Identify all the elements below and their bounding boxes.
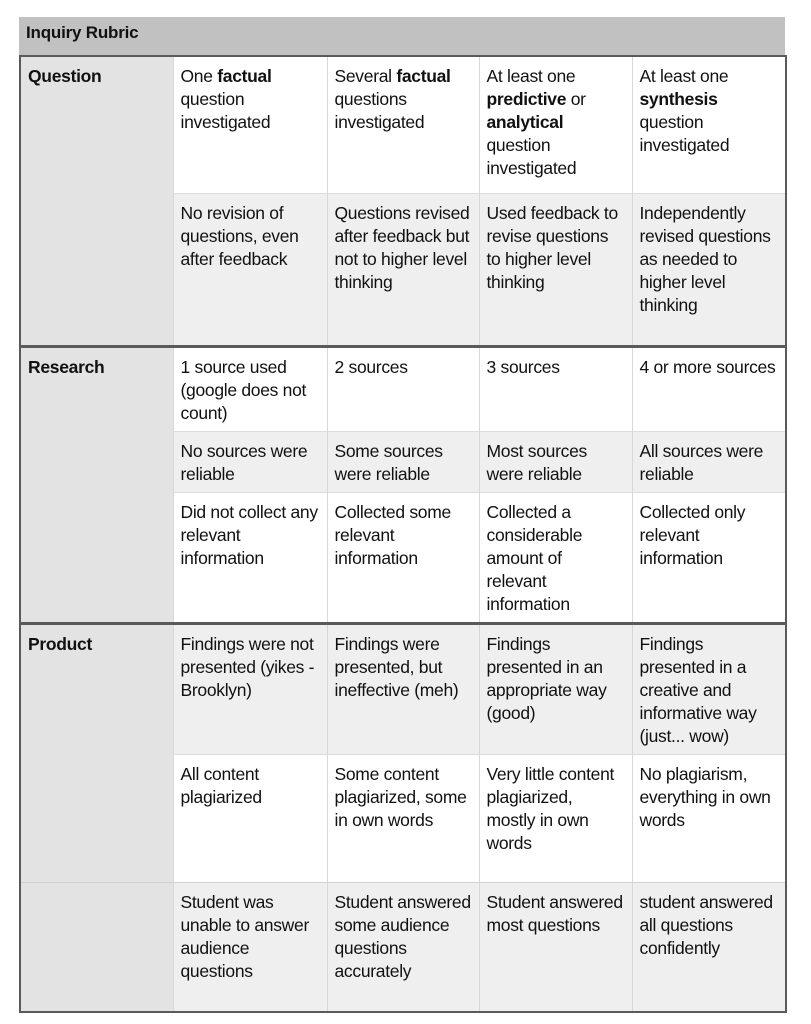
cell-text: At least one: [639, 66, 729, 86]
criterion-cell: [327, 56, 479, 193]
criterion-cell: [327, 882, 479, 1012]
cell-text: No plagiarism, everything in own words: [639, 763, 771, 830]
cell-text: Some content plagiarized, some in own words: [334, 763, 467, 830]
cell-text: All sources were reliable: [639, 440, 764, 484]
cell-text: Collected only relevant information: [639, 501, 746, 568]
criterion-cell: [632, 193, 786, 346]
criterion-cell: [173, 56, 327, 193]
rubric-table: [19, 55, 787, 1013]
criterion-cell: [479, 754, 632, 882]
cell-text: Independently revised questions as needed to higher level thinking: [639, 202, 771, 315]
criterion-label: Product: [20, 623, 173, 754]
criterion-cell: [173, 623, 327, 754]
criterion-cell: [632, 56, 786, 193]
rubric-title: Inquiry Rubric: [19, 17, 785, 55]
criterion-cell: [327, 754, 479, 882]
cell-text: Very little content plagiarized, mostly in own words: [486, 763, 615, 853]
cell-text: No revision of questions, even after feedback: [180, 202, 299, 269]
cell-text: Some sources were reliable: [334, 440, 443, 484]
cell-text: Did not collect any relevant information: [180, 501, 318, 568]
criterion-cell: [479, 882, 632, 1012]
inquiry-rubric: [19, 17, 785, 1013]
criterion-cell: [632, 431, 786, 492]
criterion-cell: [173, 492, 327, 623]
rubric-row: [20, 346, 786, 431]
criterion-cell: [173, 193, 327, 346]
criterion-cell: [327, 492, 479, 623]
criterion-cell: [479, 492, 632, 623]
criterion-label: [20, 882, 173, 1012]
criterion-cell: [479, 431, 632, 492]
rubric-row: [20, 492, 786, 623]
emphasis-text: factual: [396, 66, 451, 86]
cell-text: Findings presented in an appropriate way (good): [486, 633, 607, 723]
criterion-cell: [479, 56, 632, 193]
cell-text: question investigated: [180, 89, 271, 132]
rubric-row: [20, 882, 786, 1012]
cell-text: 3 sources: [486, 356, 560, 377]
cell-text: Student answered most questions: [486, 891, 623, 935]
criterion-label: Question: [20, 56, 173, 193]
cell-text: Findings were presented, but ineffective (meh): [334, 633, 459, 700]
emphasis-text: analytical: [486, 112, 564, 132]
cell-text: question investigated: [486, 135, 577, 178]
criterion-cell: [632, 754, 786, 882]
cell-text: 4 or more sources: [639, 356, 776, 377]
criterion-cell: [327, 346, 479, 431]
cell-text: All content plagiarized: [180, 763, 262, 807]
criterion-cell: [327, 623, 479, 754]
cell-text: Student was unable to answer audience questions: [180, 891, 309, 981]
cell-text: or: [566, 89, 586, 109]
criterion-cell: [479, 193, 632, 346]
cell-text: 1 source used (google does not count): [180, 356, 307, 423]
cell-text: question investigated: [639, 112, 730, 155]
cell-text: Used feedback to revise questions to higher level thinking: [486, 202, 618, 292]
cell-text: Several: [334, 66, 397, 86]
criterion-cell: [173, 346, 327, 431]
criterion-cell: [632, 492, 786, 623]
criterion-label: [20, 193, 173, 346]
rubric-row: [20, 193, 786, 346]
cell-text: Questions revised after feedback but not to higher level thinking: [334, 202, 470, 292]
emphasis-text: factual: [217, 66, 272, 86]
rubric-row: [20, 623, 786, 754]
cell-text: student answered all questions confidently: [639, 891, 773, 958]
criterion-cell: [632, 346, 786, 431]
criterion-cell: [479, 346, 632, 431]
criterion-label: [20, 754, 173, 882]
rubric-body: [20, 56, 786, 1012]
criterion-label: [20, 492, 173, 623]
cell-text: Collected a considerable amount of relevant information: [486, 501, 583, 614]
cell-text: Findings presented in a creative and informative way (just... wow): [639, 633, 757, 746]
rubric-row: [20, 754, 786, 882]
criterion-label: [20, 431, 173, 492]
emphasis-text: synthesis: [639, 89, 718, 109]
criterion-cell: [632, 882, 786, 1012]
criterion-cell: [173, 754, 327, 882]
cell-text: No sources were reliable: [180, 440, 308, 484]
cell-text: 2 sources: [334, 356, 408, 377]
rubric-row: [20, 56, 786, 193]
criterion-cell: [173, 882, 327, 1012]
rubric-row: [20, 431, 786, 492]
cell-text: One: [180, 66, 218, 86]
criterion-cell: [479, 623, 632, 754]
criterion-cell: [327, 431, 479, 492]
cell-text: questions investigated: [334, 89, 425, 132]
cell-text: Collected some relevant information: [334, 501, 451, 568]
cell-text: Findings were not presented (yikes - Brooklyn): [180, 633, 315, 700]
cell-text: Student answered some audience questions accurately: [334, 891, 471, 981]
emphasis-text: predictive: [486, 89, 567, 109]
cell-text: Most sources were reliable: [486, 440, 587, 484]
criterion-cell: [327, 193, 479, 346]
criterion-cell: [173, 431, 327, 492]
cell-text: At least one: [486, 66, 576, 86]
criterion-label: Research: [20, 346, 173, 431]
criterion-cell: [632, 623, 786, 754]
